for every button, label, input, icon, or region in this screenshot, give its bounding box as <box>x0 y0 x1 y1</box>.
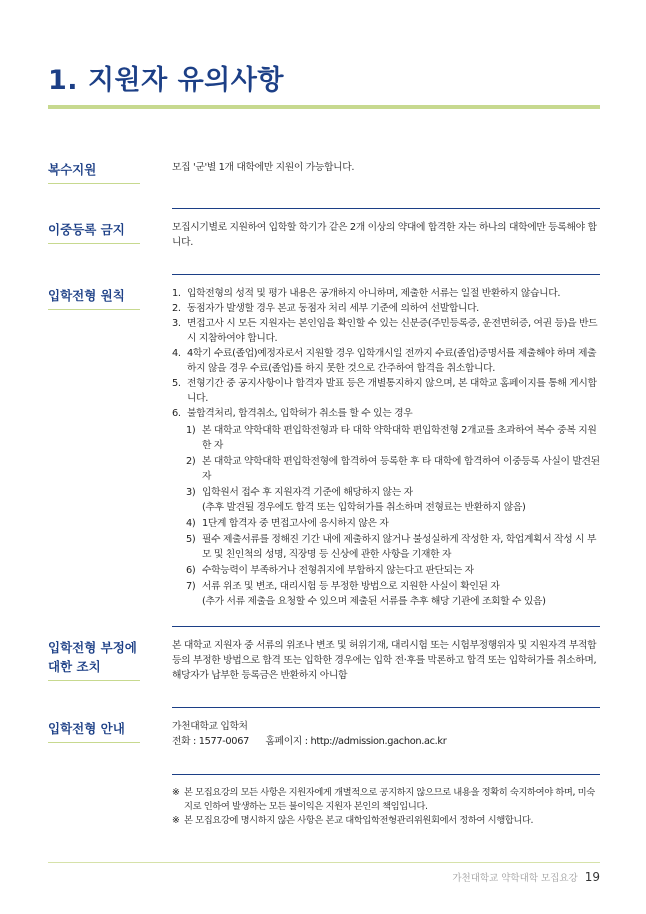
note-item: ※ 본 모집요강에 명시하지 않은 사항은 본교 대학입학전형관리위원회에서 정하여 시행합니다. <box>172 815 534 826</box>
footer-text: 가천대학교 약학대학 모집요강 <box>452 873 578 884</box>
list-subitem: 7) 서류 위조 및 변조, 대리시험 등 부정한 방법으로 지원한 사실이 확인된 자 (추가 서류 제출을 요청할 수 있으며 제출된 서류를 추후 해당 기관에 조회할 수 있음) <box>186 581 546 607</box>
section-label-fraud: 입학전형 부정에 대한 조치 <box>48 638 140 681</box>
list-item: 5. 전형기간 중 공지사항이나 합격자 발표 등은 개별통지하지 않으며, 본 대학교 홈페이지를 통해 게시합니다. <box>172 378 597 404</box>
section-label-multi: 복수지원 <box>48 160 140 184</box>
cancellation-cases <box>186 423 600 609</box>
title-underline <box>48 105 600 109</box>
list-item: 4. 4학기 수료(졸업)예정자로서 지원할 경우 입학개시일 전까지 수료(졸업)증명서를 제출해야 하며 제출하지 않을 경우 수료(졸업)를 하지 못한 것으로 간주하여 합격을 취소합니다. <box>172 348 597 374</box>
guide-contact: 전화 : 1577-0067 홈페이지 : http://admission.gachon.ac.kr <box>172 736 447 747</box>
section-text-double: 모집시기별로 지원하여 입학할 학기가 같은 2개 이상의 약대에 합격한 자는 하나의 대학에만 등록해야 합니다. <box>172 222 597 248</box>
subitem-note: (추가 서류 제출을 요청할 수 있으며 제출된 서류를 추후 해당 기관에 조회할 수 있음) <box>202 596 546 607</box>
page-title: 1. 지원자 유의사항 <box>48 65 284 96</box>
principle-list <box>172 286 600 610</box>
section-divider <box>172 626 600 627</box>
section-divider <box>172 208 600 209</box>
list-item: 1. 입학전형의 성적 및 평가 내용은 공개하지 아니하며, 제출한 서류는 일절 반환하지 않습니다. <box>172 288 561 299</box>
note-item: ※ 본 모집요강의 모든 사항은 지원자에게 개별적으로 공지하지 않으므로 내용을 정확히 숙지하여야 하며, 미숙지로 인하여 발생하는 모든 불이익은 지원자 본인의 책임입니다. <box>172 787 595 812</box>
guide-info <box>172 719 600 749</box>
list-subitem: 6) 수학능력이 부족하거나 전형취지에 부합하지 않는다고 판단되는 자 <box>186 565 474 576</box>
page-number: 19 <box>584 870 600 884</box>
notes <box>172 786 600 828</box>
section-text-multi: 모집 '군'별 1개 대학에만 지원이 가능합니다. <box>172 162 355 173</box>
list-item: 6. 불합격처리, 합격취소, 입학허가 취소를 할 수 있는 경우 <box>172 408 413 419</box>
list-subitem: 1) 본 대학교 약학대학 편입학전형과 타 대학 약학대학 편입학전형 2개교를 초과하여 복수 중복 지원한 자 <box>186 425 597 451</box>
list-item: 3. 면접고사 시 모든 지원자는 본인임을 확인할 수 있는 신분증(주민등록증, 운전면허증, 여권 등)을 반드시 지참하여야 합니다. <box>172 318 598 344</box>
notes-divider <box>172 774 600 775</box>
list-subitem: 2) 본 대학교 약학대학 편입학전형에 합격하여 등록한 후 타 대학에 합격하여 이중등록 사실이 발견된 자 <box>186 456 600 482</box>
section-text-fraud: 본 대학교 지원자 중 서류의 위조나 변조 및 허위기재, 대리시험 또는 시험부정행위자 및 지원자격 부적합 등의 부정한 방법으로 합격 또는 입학한 경우에는 입학 전·후를 막론하고 합격 또는 입학허가를 취소하며, 해당자가 납부한 등록금은 반환하지 아니함 <box>172 640 597 681</box>
list-subitem: 5) 필수 제출서류를 정해진 기간 내에 제출하지 않거나 불성실하게 작성한 자, 학업계획서 작성 시 부모 및 친인척의 성명, 직장명 등 신상에 관한 사항을 기재한 자 <box>186 534 597 560</box>
list-item: 2. 동점자가 발생할 경우 본교 동점자 처리 세부 기준에 의하여 선발합니다. <box>172 303 479 314</box>
list-subitem: 3) 입학원서 접수 후 지원자격 기준에 해당하지 않는 자 (추후 발견될 경우에도 합격 또는 입학허가를 취소하며 전형료는 반환하지 않음) <box>186 487 526 513</box>
principle-items <box>172 286 600 421</box>
section-divider <box>172 274 600 275</box>
section-label-guide: 입학전형 안내 <box>48 719 140 743</box>
list-subitem: 4) 1단계 합격자 중 면접고사에 응시하지 않은 자 <box>186 518 389 529</box>
section-label-principle: 입학전형 원칙 <box>48 286 140 310</box>
guide-org: 가천대학교 입학처 <box>172 721 248 732</box>
section-label-double: 이중등록 금지 <box>48 220 140 244</box>
page-footer <box>452 870 600 884</box>
subitem-note: (추후 발견될 경우에도 합격 또는 입학허가를 취소하며 전형료는 반환하지 않음) <box>202 502 526 513</box>
section-divider <box>172 707 600 708</box>
footer-divider <box>48 862 600 863</box>
